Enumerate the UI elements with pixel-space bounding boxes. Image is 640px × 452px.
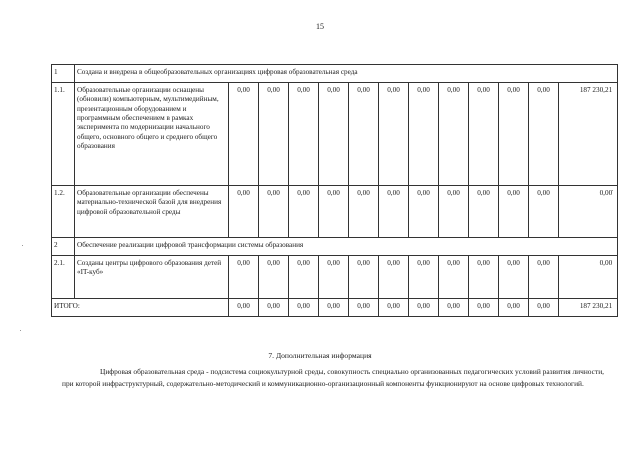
section-7-text: Цифровая образовательная среда - подсистема социокультурной среды, совокупность специально организованных педагогических условий развития личности, при которой инфраструктурный, содержательно-методический и коммуникационно-организационный компоненты функционируют на основе цифровых технологий. [62,367,604,388]
value-cell: 187 230,21 [559,83,618,186]
value-cell: 0,00 [379,83,409,186]
value-cell: 0,00 [319,83,349,186]
value-cell: 0,00 [559,186,618,238]
value-cell: 0,00 [439,186,469,238]
value-cell: 0,00 [259,256,289,299]
value-cell: 0,00 [529,83,559,186]
section-7-title: 7. Дополнительная информация [268,351,372,360]
scan-speck [20,330,21,331]
row-number: 1.1. [52,83,75,186]
value-cell: 0,00 [229,256,259,299]
value-cell: 0,00 [229,186,259,238]
value-cell: 0,00 [229,83,259,186]
value-cell: 0,00 [439,83,469,186]
section-row [52,238,618,256]
section-title: Создана и внедрена в общеобразовательных организациях цифровая образовательная среда [75,65,618,83]
value-cell: 0,00 [499,186,529,238]
value-cell: 0,00 [349,83,379,186]
total-value-cell: 0,00 [469,299,499,317]
total-value-cell: 0,00 [439,299,469,317]
value-cell: 0,00 [319,186,349,238]
value-cell: 0,00 [409,186,439,238]
value-cell: 0,00 [349,186,379,238]
total-value-cell: 0,00 [229,299,259,317]
table-row [52,256,618,299]
total-value-cell: 0,00 [499,299,529,317]
row-number: 1 [52,65,75,83]
value-cell: 0,00 [409,256,439,299]
total-value-cell: 0,00 [289,299,319,317]
total-value-cell: 0,00 [319,299,349,317]
value-cell: 0,00 [259,186,289,238]
total-value-cell: 0,00 [379,299,409,317]
row-number: 1.2. [52,186,75,238]
total-value-cell: 0,00 [349,299,379,317]
scan-speck [612,190,613,191]
value-cell: 0,00 [319,256,349,299]
value-cell: 0,00 [349,256,379,299]
value-cell: 0,00 [379,186,409,238]
value-cell: 0,00 [259,83,289,186]
value-cell: 0,00 [529,186,559,238]
value-cell: 0,00 [379,256,409,299]
value-cell: 0,00 [499,256,529,299]
value-cell: 0,00 [469,83,499,186]
total-value-cell: 0,00 [409,299,439,317]
row-number: 2.1. [52,256,75,299]
row-description: Образовательные организации обеспечены материально-технической базой для внедрения цифровой образовательной среды [75,186,229,238]
page-number: 15 [316,22,324,31]
total-label: ИТОГО: [52,299,229,317]
total-value-cell: 187 230,21 [559,299,618,317]
value-cell: 0,00 [289,83,319,186]
row-number: 2 [52,238,75,256]
row-description: Созданы центры цифрового образования детей «IT-куб» [75,256,229,299]
scan-speck [22,245,23,246]
value-cell: 0,00 [289,186,319,238]
table-row [52,83,618,186]
value-cell: 0,00 [559,256,618,299]
value-cell: 0,00 [289,256,319,299]
row-description: Образовательные организации оснащены (обновили) компьютерным, мультимедийным, презентационным оборудованием и программным обеспечением в рамках эксперимента по модернизации начального общего, основного общего и среднего общего образования [75,83,229,186]
value-cell: 0,00 [409,83,439,186]
value-cell: 0,00 [469,256,499,299]
total-value-cell: 0,00 [529,299,559,317]
table-row [52,186,618,238]
total-row [52,299,618,317]
value-cell: 0,00 [529,256,559,299]
value-cell: 0,00 [469,186,499,238]
budget-table [51,64,618,317]
total-value-cell: 0,00 [259,299,289,317]
section-title: Обеспечение реализации цифровой трансформации системы образования [75,238,618,256]
value-cell: 0,00 [499,83,529,186]
section-row [52,65,618,83]
value-cell: 0,00 [439,256,469,299]
